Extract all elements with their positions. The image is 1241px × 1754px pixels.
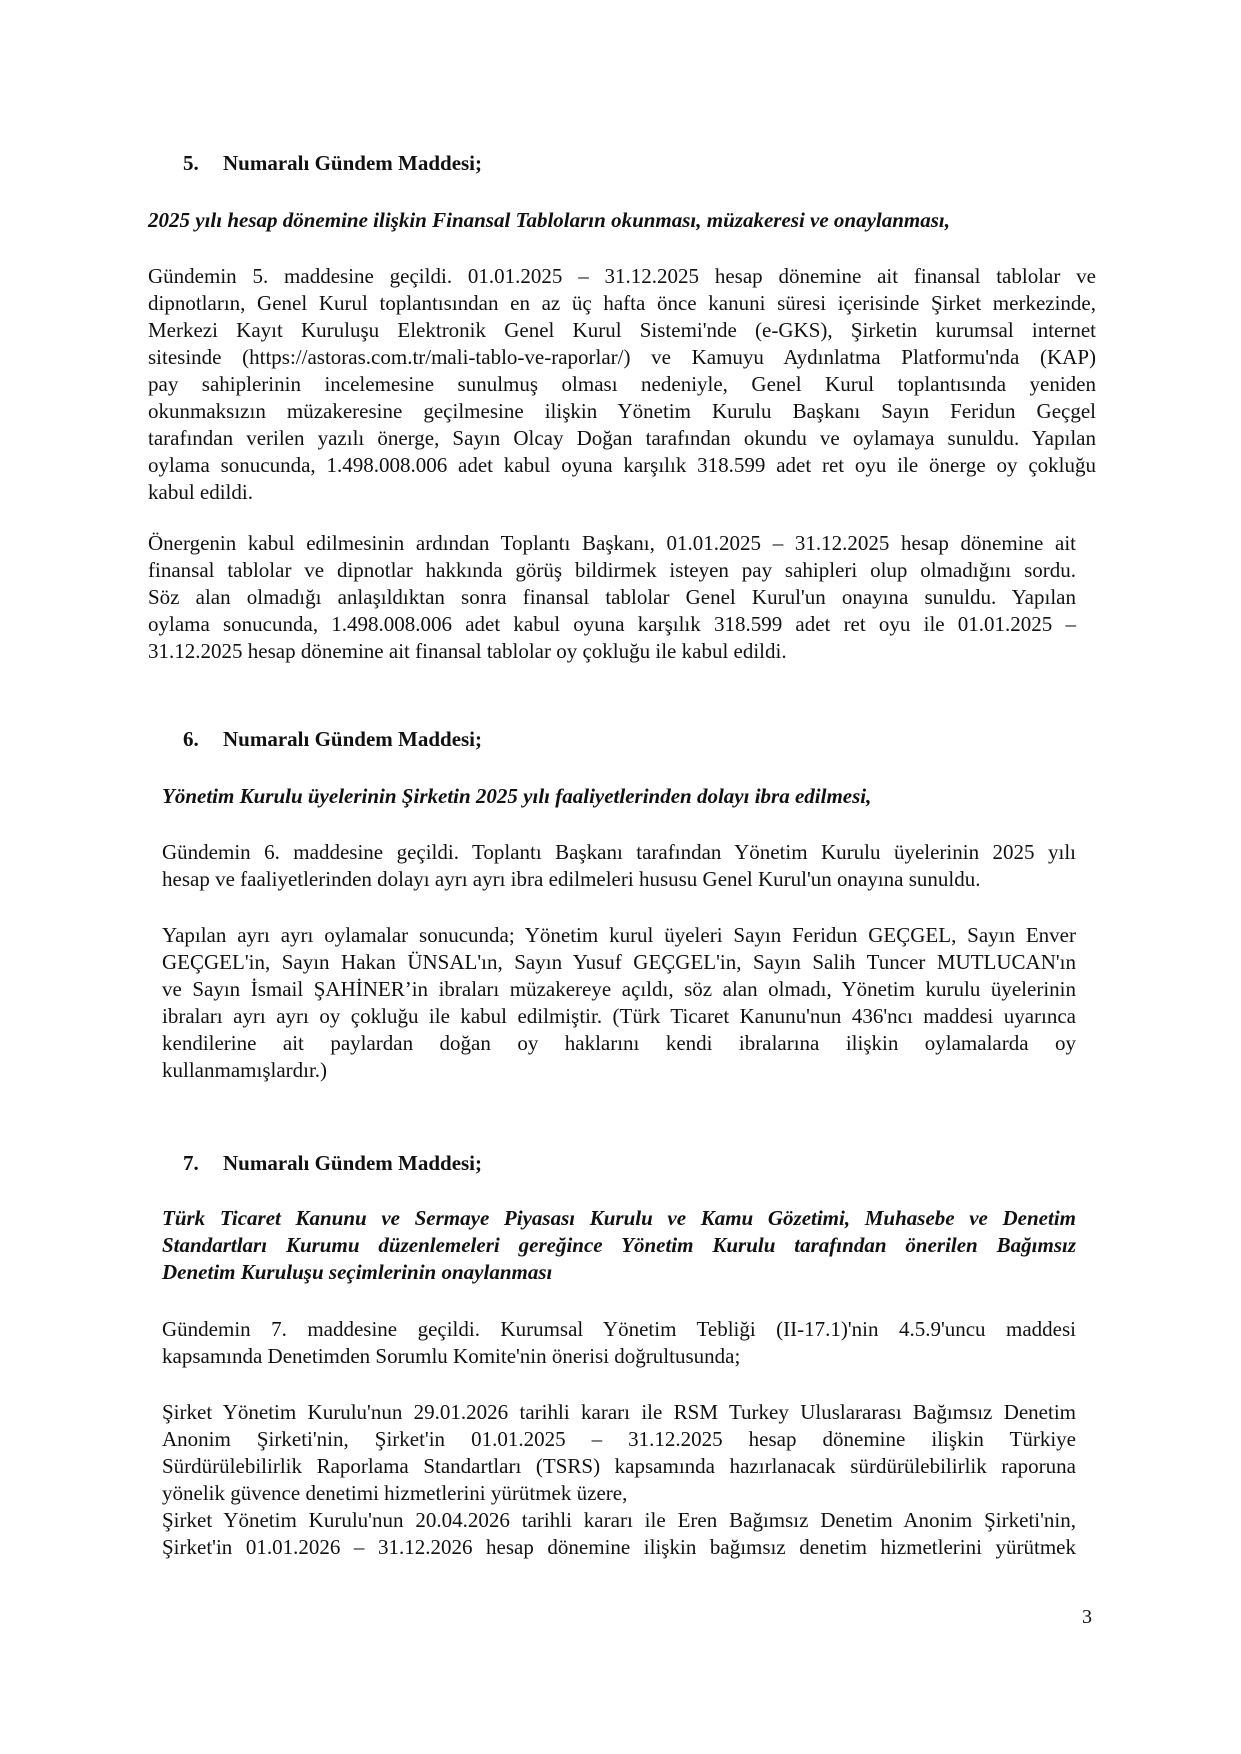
text-line: kullanmamışlardır.)	[162, 1058, 328, 1082]
text-line: dipnotların, Genel Kurul toplantısından en az üç hafta önce kanuni süresi içerisinde Şirket merkezinde,	[148, 291, 1096, 315]
text-line: Gündemin 6. maddesine geçildi. Toplantı Başkanı tarafından Yönetim Kurulu üyelerinin 2025 yılı	[162, 840, 1076, 864]
section-5-heading	[183, 150, 482, 176]
subtitle-line: Denetim Kuruluşu seçimlerinin onaylanması	[162, 1260, 553, 1284]
section-6-paragraph-2	[162, 922, 1076, 1084]
text-line: Yapılan ayrı ayrı oylamalar sonucunda; Yönetim kurul üyeleri Sayın Feridun GEÇGEL, Sayın Enver	[162, 923, 1076, 947]
text-line: Merkezi Kayıt Kuruluşu Elektronik Genel Kurul Sistemi'nde (e-GKS), Şirketin kurumsal internet	[148, 318, 1096, 342]
text-line: Gündemin 5. maddesine geçildi. 01.01.2025 – 31.12.2025 hesap dönemine ait finansal tablolar ve	[148, 264, 1096, 288]
section-5-title: Numaralı Gündem Maddesi;	[223, 151, 483, 175]
text-line: sitesinde (https://astoras.com.tr/mali-tablo-ve-raporlar/) ve Kamuyu Aydınlatma Platformu'nda (KAP)	[148, 345, 1096, 369]
section-5-paragraph-1	[148, 263, 1096, 506]
text-line: Anonim Şirketi'nin, Şirket'in 01.01.2025 – 31.12.2025 hesap dönemine ilişkin Türkiye	[162, 1427, 1076, 1451]
text-line: finansal tablolar ve dipnotlar hakkında görüş bildirmek isteyen pay sahipleri olup olmadığını sordu.	[148, 558, 1076, 582]
page-number: 3	[1082, 1606, 1092, 1628]
text-line: Şirket'in 01.01.2026 – 31.12.2026 hesap dönemine ilişkin bağımsız denetim hizmetlerini yürütmek	[162, 1535, 1076, 1559]
section-7-subtitle	[162, 1205, 1076, 1286]
text-line: oylama sonucunda, 1.498.008.006 adet kabul oyuna karşılık 318.599 adet ret oyu ile önerge oy çokluğu	[148, 453, 1096, 477]
subtitle-line: Türk Ticaret Kanunu ve Sermaye Piyasası Kurulu ve Kamu Gözetimi, Muhasebe ve Denetim	[162, 1206, 1076, 1230]
text-line: Önergenin kabul edilmesinin ardından Toplantı Başkanı, 01.01.2025 – 31.12.2025 hesap dönemine ait	[148, 531, 1076, 555]
text-line: ibraları ayrı ayrı oy çokluğu ile kabul edilmiştir. (Türk Ticaret Kanunu'nun 436'ncı maddesi uyarınca	[162, 1004, 1076, 1028]
text-line: tarafından verilen yazılı önerge, Sayın Olcay Doğan tarafından okundu ve oylamaya sunuldu. Yapılan	[148, 426, 1096, 450]
text-line: Gündemin 7. maddesine geçildi. Kurumsal Yönetim Tebliği (II-17.1)'nin 4.5.9'uncu maddesi	[162, 1317, 1076, 1341]
text-line: GEÇGEL'in, Sayın Hakan ÜNSAL'ın, Sayın Yusuf GEÇGEL'in, Sayın Salih Tuncer MUTLUCAN'ın	[162, 950, 1076, 974]
section-5-number: 5.	[183, 151, 199, 175]
section-7-paragraph-1	[162, 1316, 1076, 1370]
section-6-title: Numaralı Gündem Maddesi;	[223, 727, 483, 751]
section-5-subtitle: 2025 yılı hesap dönemine ilişkin Finansal Tabloların okunması, müzakeresi ve onaylanması,	[148, 208, 951, 232]
text-line: Şirket Yönetim Kurulu'nun 29.01.2026 tarihli kararı ile RSM Turkey Uluslararası Bağımsız Denetim	[162, 1400, 1076, 1424]
section-6-subtitle: Yönetim Kurulu üyelerinin Şirketin 2025 yılı faaliyetlerinden dolayı ibra edilmesi,	[162, 784, 872, 808]
section-6-heading	[183, 726, 482, 752]
text-line: yönelik güvence denetimi hizmetlerini yürütmek üzere,	[162, 1481, 628, 1505]
text-line: kendilerine ait paylardan doğan oy haklarını kendi ibralarına ilişkin oylamalarda oy	[162, 1031, 1076, 1055]
text-line: hesap ve faaliyetlerinden dolayı ayrı ayrı ibra edilmeleri hususu Genel Kurul'un onayına sunuldu.	[162, 867, 981, 891]
section-7-paragraph-2	[162, 1399, 1076, 1561]
section-7-number: 7.	[183, 1151, 199, 1175]
text-line: 31.12.2025 hesap dönemine ait finansal tablolar oy çokluğu ile kabul edildi.	[148, 639, 787, 663]
text-line: Söz alan olmadığı anlaşıldıktan sonra finansal tablolar Genel Kurul'un onayına sunuldu. Yapılan	[148, 585, 1076, 609]
section-5-paragraph-2	[148, 530, 1076, 665]
text-line: Şirket Yönetim Kurulu'nun 20.04.2026 tarihli kararı ile Eren Bağımsız Denetim Anonim Şirketi'nin,	[162, 1508, 1076, 1532]
text-line: kabul edildi.	[148, 480, 253, 504]
section-7-heading	[183, 1150, 482, 1176]
subtitle-line: Standartları Kurumu düzenlemeleri gereğince Yönetim Kurulu tarafından önerilen Bağımsız	[162, 1233, 1076, 1257]
text-line: pay sahiplerinin incelemesine sunulmuş olması nedeniyle, Genel Kurul toplantısında yeniden	[148, 372, 1096, 396]
text-line: ve Sayın İsmail ŞAHİNER’in ibraları müzakereye açıldı, söz alan olmadı, Yönetim kurulu üyelerinin	[162, 977, 1076, 1001]
section-6-number: 6.	[183, 727, 199, 751]
text-line: kapsamında Denetimden Sorumlu Komite'nin önerisi doğrultusunda;	[162, 1344, 741, 1368]
text-line: oylama sonucunda, 1.498.008.006 adet kabul oyuna karşılık 318.599 adet ret oyu ile 01.01.2025 –	[148, 612, 1076, 636]
section-7-title: Numaralı Gündem Maddesi;	[223, 1151, 483, 1175]
section-6-paragraph-1	[162, 839, 1076, 893]
text-line: okunmaksızın müzakeresine geçilmesine ilişkin Yönetim Kurulu Başkanı Sayın Feridun Geçgel	[148, 399, 1096, 423]
text-line: Sürdürülebilirlik Raporlama Standartları (TSRS) kapsamında hazırlanacak sürdürülebilirlik raporuna	[162, 1454, 1076, 1478]
